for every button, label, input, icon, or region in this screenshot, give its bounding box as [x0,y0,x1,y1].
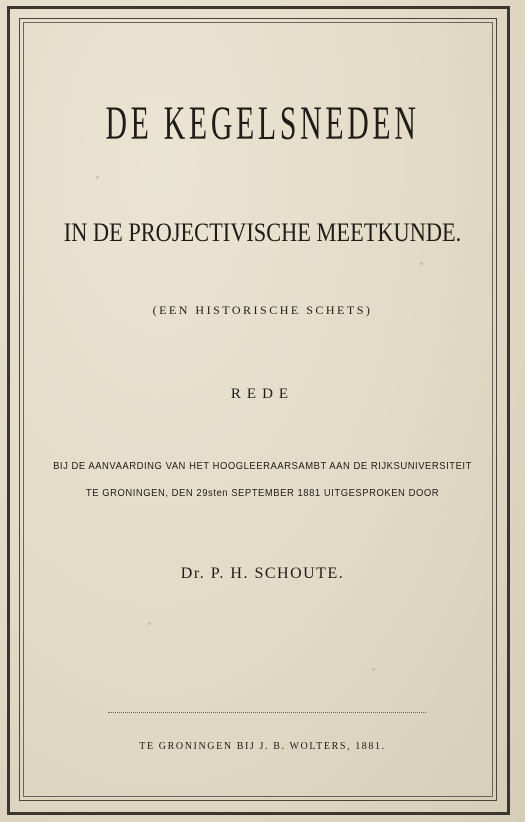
publisher-imprint: TE GRONINGEN BIJ J. B. WOLTERS, 1881. [139,741,386,752]
genre-label: REDE [230,386,295,402]
dotted-divider [108,712,426,713]
book-subtitle: IN DE PROJECTIVISCHE MEETKUNDE. [63,218,462,247]
paper-speck [420,262,423,265]
paper-speck [372,668,375,671]
occasion-line-1: BIJ DE AANVAARDING VAN HET HOOGLEERAARSAMBT AAN DE RIJKSUNIVERSITEIT [53,460,472,472]
subtitle-note: (EEN HISTORISCHE SCHETS) [152,303,373,317]
book-title: DE KEGELSNEDEN [105,97,420,150]
author-name: Dr. P. H. SCHOUTE. [180,565,345,582]
paper-speck [148,622,151,625]
occasion-line-2: TE GRONINGEN, DEN 29sten SEPTEMBER 1881 UITGESPROKEN DOOR [85,487,440,499]
paper-speck [96,176,99,179]
